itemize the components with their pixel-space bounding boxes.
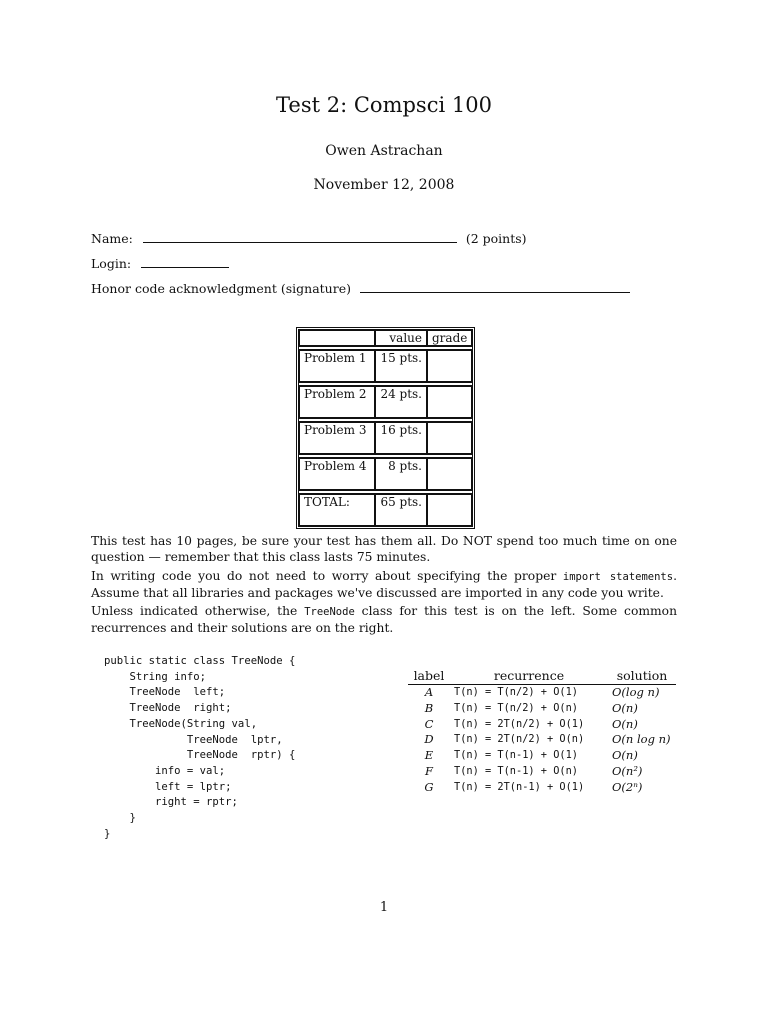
p2-code-term: import statements <box>562 571 674 583</box>
recurrence-label: A <box>424 685 434 699</box>
table-row <box>299 458 472 490</box>
recurrence-label: B <box>424 700 434 715</box>
name-label: Name: <box>91 231 133 246</box>
recurrence-formula: T(n) = T(n/2) + O(n) <box>454 701 578 714</box>
recurrence-formula: T(n) = 2T(n/2) + O(n) <box>454 733 585 746</box>
exam-date: November 12, 2008 <box>313 177 455 193</box>
p2-text-start: In writing code you do not need to worry about specifying the proper <box>91 569 563 583</box>
header-cell-value: value <box>375 330 427 346</box>
table-row-total <box>299 494 472 526</box>
name-points: (2 points) <box>465 231 527 246</box>
recurrence-formula: T(n) = T(n-1) + O(n) <box>454 764 578 777</box>
treenode-code-listing: public static class TreeNode { String info; TreeNode left; TreeNode right; TreeNode(String val, TreeNode lptr, TreeNode rptr) { info = val; left = lptr; right = rptr; } } <box>104 655 296 840</box>
recurrence-table-header <box>408 668 676 685</box>
page-title: Test 2: Compsci 100 <box>276 93 492 117</box>
recurrence-formula: T(n) = 2T(n/2) + O(1) <box>454 717 585 730</box>
page-number: 1 <box>379 900 389 915</box>
recurrence-label: F <box>425 763 433 778</box>
login-field-row <box>91 256 229 271</box>
grade-cell[interactable] <box>427 422 472 454</box>
signature-blank-line[interactable] <box>360 281 630 293</box>
p2-text-end: . Assume that all libraries and packages we've discussed are imported in any code you write. <box>91 569 677 600</box>
problem-value: 24 pts. <box>375 386 427 418</box>
honor-field-row <box>91 281 630 296</box>
recurrence-solution: O(log n) <box>612 685 660 699</box>
honor-label: Honor code acknowledgment (signature) <box>91 281 351 296</box>
problem-label: Problem 1 <box>299 350 375 382</box>
recurrence-label: E <box>424 748 434 763</box>
problem-label: Problem 4 <box>299 458 375 490</box>
login-label: Login: <box>91 256 132 271</box>
score-table <box>296 327 475 529</box>
total-grade-cell[interactable] <box>427 494 472 526</box>
recurrence-solution: O(2ⁿ) <box>612 779 643 794</box>
table-row <box>408 685 676 701</box>
recurrence-formula: T(n) = 2T(n-1) + O(1) <box>454 780 585 793</box>
header-cell-grade: grade <box>427 330 472 346</box>
problem-value: 8 pts. <box>375 458 427 490</box>
recurrence-solution: O(n) <box>612 748 638 763</box>
name-field-row <box>91 231 527 246</box>
header-cell-blank <box>299 330 375 346</box>
grade-cell[interactable] <box>427 386 472 418</box>
instructions-paragraph-2 <box>91 569 677 601</box>
recurrence-solution: O(n²) <box>612 763 643 778</box>
problem-value: 15 pts. <box>375 350 427 382</box>
p3-text-end: class for this test is on the left. Some common recurrences and their solutions are on the right. <box>91 604 677 635</box>
grade-cell[interactable] <box>427 350 472 382</box>
p3-text-start: Unless indicated otherwise, the <box>91 604 305 618</box>
problem-label: Problem 2 <box>299 386 375 418</box>
total-label: TOTAL: <box>299 494 375 526</box>
author-name: Owen Astrachan <box>325 143 443 159</box>
total-value: 65 pts. <box>375 494 427 526</box>
table-row <box>299 422 472 454</box>
recurrence-label: G <box>424 779 434 794</box>
recurrence-solution: O(n) <box>612 716 638 731</box>
score-table-header <box>299 330 472 346</box>
recurrence-solution: O(n) <box>612 700 638 715</box>
name-blank-line[interactable] <box>143 231 457 243</box>
problem-value: 16 pts. <box>375 422 427 454</box>
header-solution: solution <box>608 668 676 685</box>
table-row <box>408 748 676 764</box>
header-label: label <box>408 668 450 685</box>
table-row <box>408 701 676 717</box>
problem-label: Problem 3 <box>299 422 375 454</box>
table-row <box>408 732 676 748</box>
recurrence-label: C <box>424 716 434 731</box>
table-row <box>408 764 676 780</box>
instructions-paragraph-1: This test has 10 pages, be sure your test has them all. Do NOT spend too much time on one question — remember that this class lasts 75 minutes. <box>91 534 677 564</box>
recurrence-formula: T(n) = T(n/2) + O(1) <box>454 686 578 698</box>
recurrence-label: D <box>424 732 434 747</box>
login-blank-line[interactable] <box>141 256 229 268</box>
recurrence-solution: O(n log n) <box>612 732 671 747</box>
recurrence-formula: T(n) = T(n-1) + O(1) <box>454 749 578 762</box>
table-row <box>299 386 472 418</box>
recurrence-table <box>408 668 676 796</box>
p3-code-term: TreeNode <box>304 606 355 618</box>
table-row <box>299 350 472 382</box>
table-row <box>408 717 676 733</box>
table-row <box>408 780 676 796</box>
header-recurrence: recurrence <box>450 668 608 685</box>
grade-cell[interactable] <box>427 458 472 490</box>
instructions-paragraph-3 <box>91 604 677 636</box>
